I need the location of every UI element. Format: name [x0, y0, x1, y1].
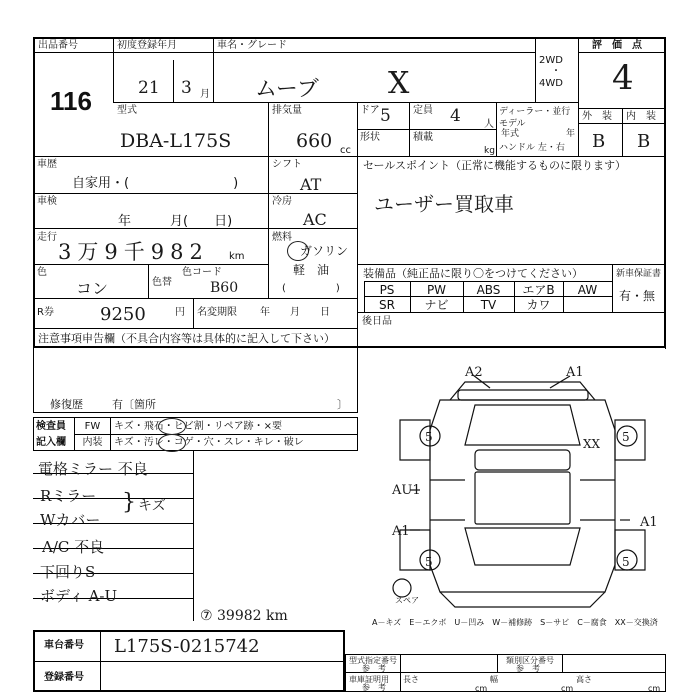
grille — [458, 390, 588, 400]
divider — [268, 102, 269, 156]
registration-year: 21 — [138, 78, 160, 98]
car-grade: X — [388, 66, 410, 101]
mileage-value: 3万9千982 — [58, 240, 209, 264]
km-unit: km — [229, 251, 245, 262]
divider — [357, 312, 666, 313]
inspection-value: 年 月( 日) — [118, 214, 233, 229]
grade-score: 4 — [612, 58, 634, 98]
memo-bracket-note: キズ — [138, 498, 166, 514]
repair-history-label: 修復歴 — [50, 398, 83, 411]
divider — [535, 38, 536, 102]
displacement: 660 — [296, 130, 333, 152]
fw-items: キズ・飛石・ヒビ割・リペア跡・×要 — [114, 421, 282, 432]
divider — [34, 193, 268, 194]
divider — [665, 312, 666, 349]
history-value: 自家用・( ) — [72, 176, 239, 191]
doors-label: ドア — [360, 105, 380, 116]
interior-label: 内 装 — [626, 111, 656, 122]
divider — [193, 451, 194, 621]
month-unit: 月 — [200, 89, 210, 100]
exterior-grade: B — [592, 131, 606, 152]
divider — [578, 38, 579, 156]
recycle-label: R券 — [37, 307, 54, 318]
equip-abs: ABS — [476, 283, 501, 297]
mark-a1-right: A1 — [640, 515, 658, 530]
stain-circle — [158, 434, 186, 452]
divider — [193, 298, 194, 328]
mark-5-rl: 5 — [425, 555, 433, 569]
mileage-label: 走行 — [37, 232, 57, 243]
divider — [148, 264, 149, 298]
lot-number: 116 — [50, 86, 92, 116]
interior-grade: B — [637, 131, 651, 152]
color-value: コン — [76, 279, 109, 298]
color-change-label: 色替 — [152, 277, 172, 288]
mark-a1-front: A1 — [566, 365, 584, 380]
garage-cert-label: 車庫証明用 — [349, 675, 389, 684]
fuel-label: 燃料 — [272, 232, 292, 243]
odometer-note: ⑦ 39982 km — [200, 608, 288, 624]
height-unit: cm — [648, 684, 661, 693]
divider — [268, 156, 269, 298]
mark-xx: XX — [583, 437, 601, 451]
front-bumper — [450, 382, 595, 400]
memo-line-2: Rミラー — [40, 487, 97, 505]
divider — [357, 129, 496, 130]
equip-leather: カワ — [526, 298, 551, 312]
stone-chip-circle — [158, 418, 186, 435]
2wd-label: 2WD — [539, 55, 563, 66]
width-label: 幅 — [490, 675, 498, 684]
roof-panel — [475, 472, 570, 524]
model-code: DBA-L175S — [120, 130, 232, 152]
type-number-label: 型式指定番号 — [349, 656, 397, 665]
person-unit: 人 — [484, 119, 494, 130]
chassis-label: 車台番号 — [44, 640, 84, 651]
new-car-warranty-value: 有・無 — [619, 289, 656, 303]
kg-unit: kg — [484, 146, 495, 156]
divider — [213, 38, 214, 102]
fuel-gasoline: ガソリン — [300, 244, 349, 258]
fw-label: FW — [84, 421, 101, 432]
fuel-circle-mark — [287, 241, 309, 261]
divider — [578, 52, 665, 53]
divider — [113, 102, 578, 103]
width-unit: cm — [561, 684, 574, 693]
color-code: B60 — [210, 280, 239, 296]
inspection-label: 車検 — [37, 196, 57, 207]
equip-sr: SR — [379, 298, 395, 312]
later-items-label: 後日品 — [362, 316, 392, 327]
year-label: 年式 — [501, 129, 520, 139]
divider — [34, 661, 344, 662]
recycle-fee: 9250 — [100, 304, 146, 325]
registration-label: 登録番号 — [44, 672, 84, 683]
mark-a2: A2 — [465, 365, 483, 380]
type-number-sub: 参 考 — [362, 664, 386, 673]
entry-label: 記入欄 — [36, 437, 66, 448]
shift-value: AT — [300, 175, 322, 194]
divider — [113, 38, 114, 102]
rear-window — [465, 528, 580, 565]
windshield — [465, 405, 580, 445]
equip-ps: PS — [379, 283, 395, 297]
grade-score-label: 評 価 点 — [592, 40, 642, 51]
color-label: 色 — [37, 267, 47, 278]
divider — [34, 52, 113, 53]
equip-tv: TV — [480, 298, 497, 312]
interior-check-label: 内装 — [82, 437, 103, 448]
divider — [357, 156, 358, 348]
mark-a1-left: A1 — [392, 524, 410, 539]
inspector-label: 検査員 — [36, 421, 66, 432]
divider — [400, 654, 401, 692]
divider — [578, 123, 665, 124]
height-label: 高さ — [576, 675, 592, 684]
ac-value: AC — [303, 210, 327, 229]
divider — [100, 631, 101, 691]
class-number-sub: 参 考 — [516, 664, 540, 673]
year-unit: 年 — [566, 129, 576, 139]
memo-line-3: Wカバー — [40, 511, 101, 529]
fuel-paren: ( ) — [282, 283, 340, 294]
sales-point-value: ユーザー買取車 — [374, 192, 514, 216]
repair-close: 〕 — [337, 398, 348, 411]
shift-label: シフト — [272, 159, 302, 170]
sales-point-label: セールスポイント（正常に機能するものに限ります） — [363, 159, 627, 172]
name-change-value: 年 月 日 — [260, 307, 330, 318]
divider — [110, 417, 111, 451]
class-number-label: 類別区分番号 — [506, 656, 554, 665]
divider — [578, 108, 665, 109]
car-diagram — [380, 360, 670, 615]
load-label: 積載 — [413, 132, 433, 143]
mark-5-fl: 5 — [425, 430, 433, 444]
garage-cert-sub: 参 考 — [362, 683, 386, 692]
first-registration-label: 初度登録年月 — [117, 40, 177, 51]
color-code-label: 色コード — [182, 267, 222, 278]
divider — [612, 264, 613, 312]
damage-legend: A－キズ E－エクボ U－凹み W－補修跡 S－サビ C－腐食 XX－交換済 — [372, 618, 658, 627]
equip-navi: ナビ — [424, 298, 449, 312]
model-year-label: モデル — [499, 119, 526, 129]
length-label: 長さ — [403, 675, 419, 684]
divider — [213, 52, 535, 53]
name-change-label: 名変期限 — [197, 307, 237, 318]
model-label: 型式 — [117, 105, 137, 116]
ac-label: 冷房 — [272, 196, 292, 207]
mark-5-fr: 5 — [622, 430, 630, 444]
memo-line-5: 下回りS — [40, 563, 96, 581]
memo-line-1: 電格ミラー 不良 — [38, 460, 148, 478]
spare-label: スペア — [395, 596, 419, 605]
doors: 5 — [380, 106, 391, 126]
divider — [364, 281, 612, 282]
equip-aw: AW — [577, 283, 598, 297]
yen-unit: 円 — [175, 307, 185, 318]
divider — [357, 264, 666, 265]
chassis-number: L175S-0215742 — [114, 636, 260, 657]
memo-line-6: ボディ A-U — [40, 587, 118, 605]
equip-pw: PW — [426, 283, 447, 297]
equipment-label: 装備品（純正品に限り〇をつけてください） — [363, 267, 583, 280]
lot-number-label: 出品番号 — [38, 40, 78, 51]
steering-label: ハンドル 左・右 — [499, 143, 565, 153]
memo-line-4: A/C 不良 — [42, 538, 105, 556]
history-label: 車歴 — [37, 159, 57, 170]
divider — [497, 654, 498, 672]
repair-history-value: 有〔箇所 — [112, 398, 156, 411]
divider — [113, 52, 213, 53]
cc-unit: cc — [340, 145, 351, 156]
divider — [562, 654, 563, 672]
mark-5-rr: 5 — [622, 555, 630, 569]
roof-front — [475, 450, 570, 470]
divider — [74, 434, 358, 435]
car-name-label: 車名・グレード — [217, 40, 287, 51]
mark-au1: AU1 — [392, 483, 421, 498]
displacement-label: 排気量 — [272, 105, 302, 116]
4wd-label: 4WD — [539, 78, 563, 89]
dealer-label: ディーラー・並行 — [499, 107, 571, 117]
equip-airbag: エアB — [522, 283, 555, 297]
rear-bumper — [440, 592, 605, 607]
divider — [496, 102, 497, 156]
exterior-label: 外 装 — [582, 111, 612, 122]
interior-items: キズ・汚レ・コゲ・穴・スレ・キレ・破レ — [114, 437, 304, 448]
car-name: ムーブ — [255, 77, 319, 102]
capacity-label: 定員 — [413, 105, 433, 116]
divider — [345, 672, 666, 673]
divider — [622, 108, 623, 156]
registration-month: 3 — [181, 78, 192, 98]
divider — [173, 60, 174, 102]
fuel-diesel: 軽 油 — [293, 263, 330, 277]
new-car-warranty-label: 新車保証書 — [616, 269, 662, 279]
car-body-outline — [430, 400, 615, 592]
capacity: 4 — [450, 106, 461, 126]
notes-label: 注意事項申告欄（不具合内容等は具体的に記入して下さい） — [38, 332, 335, 345]
shape-label: 形状 — [360, 132, 380, 143]
memo-bracket: } — [122, 490, 136, 515]
wd-separator: ・ — [551, 66, 561, 77]
length-unit: cm — [475, 684, 488, 693]
